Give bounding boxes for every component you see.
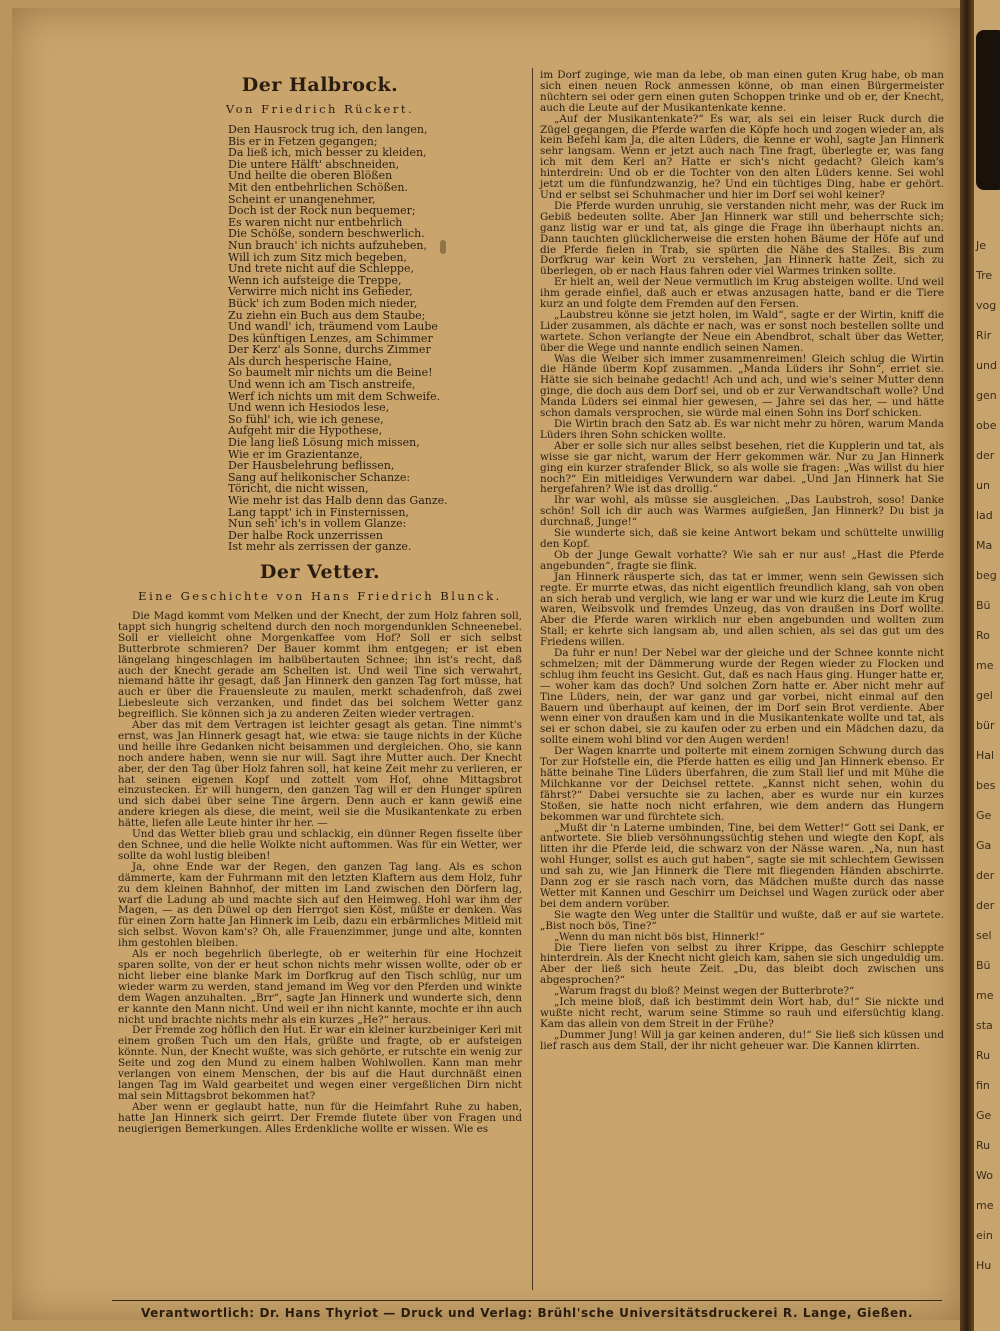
adjacent-page-fragment: fin xyxy=(976,1079,990,1092)
poem-line: Und heilte die oberen Blößen xyxy=(228,169,393,183)
poem-line: Nun seh' ich's in vollem Glanze: xyxy=(228,517,407,531)
adjacent-page-fragment: me xyxy=(976,659,994,672)
poem-line: Den Hausrock trug ich, den langen, xyxy=(228,123,428,136)
poem-line: Mit den entbehrlichen Schößen. xyxy=(228,180,408,194)
poem-line: Der Kerz' als Sonne, durchs Zimmer xyxy=(228,343,431,357)
poem-line: Sang auf helikonischer Schanze: xyxy=(228,470,411,484)
adjacent-page-fragment: me xyxy=(976,1199,994,1212)
adjacent-page-fragment: ein xyxy=(976,1229,993,1242)
story-paragraph: Er hielt an, weil der Neue vermutlich im Krug absteigen wollte. Und weil ihm gerade einfiel, daß auch er etwas anzusagen hatte, band er die Tiere kurz an und folgte dem Fremden auf den Fersen. xyxy=(540,276,944,311)
poem-line: Und wenn ich Hesiodos lese, xyxy=(228,401,390,415)
story-paragraph: „Wenn du man nicht bös bist, Hinnerk!“ xyxy=(554,930,765,943)
poem-line: Die lang ließ Lösung mich missen, xyxy=(228,436,420,450)
left-column xyxy=(118,70,522,1134)
poem-title: Der Halbrock. xyxy=(241,74,399,96)
adjacent-page-fragment: lad xyxy=(976,509,993,522)
story-title: Der Vetter. xyxy=(259,560,381,583)
story-paragraph: Sie wagte den Weg unter die Stalltür und wußte, daß er auf sie wartete. „Bist noch bös, Tine?“ xyxy=(540,908,944,932)
story-paragraph: Aber er solle sich nur alles selbst besehen, riet die Kupplerin und tat, als wisse sie gar nicht, warum der Herr gekommen wär. Nur zu Jan Hinnerk ging ein kurzer strafender Blick, so als wolle sie fragen: „Was willst du hier noch?“ Ein mitleidiges Verwundern war dabei. „Und Jan Hinnerk hat Sie hergefahren? Wie ist das drollig.“ xyxy=(540,439,944,496)
story-paragraph: Die Tiere liefen von selbst zu ihrer Krippe, das Geschirr schleppte hinterdrein. Als der Knecht nicht gleich kam, sahen sie sich ungeduldig um. Aber der ließ sich heute Zeit. „Du, das bleibt doch zwischen uns abgesprochen?“ xyxy=(540,941,944,987)
story-paragraph: Der Fremde zog höflich den Hut. Er war ein kleiner kurzbeiniger Kerl mit einem großen Tuch um den Hals, grüßte und fragte, ob er aufsteigen könnte. Nun, der Knecht wußte, was sich gehörte, er rutschte ein wenig zur Seite und zog den Mund zu einem halben Wohlwollen. Kann man mehr verlangen von einem Menschen, der bis auf die Haut durchnäßt einen langen Tag im Wald gearbeitet und wegen einer vergeßlichen Dirn nicht mal sein Mittagsbrot bekommen hat? xyxy=(118,1024,522,1102)
poem-line: Als durch hesperische Haine, xyxy=(228,354,392,368)
poem-line: Bis er in Fetzen gegangen; xyxy=(228,134,378,148)
right-column xyxy=(540,70,944,1052)
adjacent-page-fragment: bür xyxy=(976,719,995,732)
adjacent-page-fragment: sel xyxy=(976,929,992,942)
adjacent-page-fragment: un xyxy=(976,479,990,492)
adjacent-page-fragment: me xyxy=(976,989,994,1002)
story-paragraph: „Auf der Musikantenkate?“ Es war, als sei ein leiser Ruck durch die Zügel gegangen, die Pferde warfen die Köpfe hoch und zogen wieder an, als kein Befehl kam Ja, die alten Lüders, die kenne er wohl, sagte Jan Hinnerk sehr langsam. Wenn er jetzt auch nach Tine fragt, überlegte er, was fang ich mit dem Kerl an? Hatte er sich's nicht gedacht? Gleich kam's hinterdrein: Und ob er die Tochter von den alten Lüders kenne. Sei wohl jetzt um die fünfundzwanzig, he? Und ein tüchtiges Ding, habe er gehört. Und er selbst sei Schuhmacher und hier im Dorf sei wohl keiner? xyxy=(540,112,944,201)
poem-line: Die Schöße, sondern beschwerlich. xyxy=(228,227,425,241)
poem-line: Die untere Hälft' abschneiden, xyxy=(228,157,400,171)
adjacent-page-fragment: der xyxy=(976,449,995,462)
adjacent-page-fragment: Rir xyxy=(976,329,992,342)
story-paragraph: „Ich meine bloß, daß ich bestimmt dein Wort hab, du!“ Sie nickte und wußte nicht recht, warum seine Stimme so rauh und eifersüchtig klang. Kam das allein von dem Streit in der Frühe? xyxy=(540,996,944,1030)
poem-line: Da ließ ich, mich besser zu kleiden, xyxy=(228,146,427,160)
poem-line: Und wandl' ich, träumend vom Laube xyxy=(228,320,438,334)
poem-line: Und wenn ich am Tisch anstreife, xyxy=(228,378,416,392)
story-paragraph: Da fuhr er nun! Der Nebel war der gleiche und der Schnee konnte nicht schmelzen; mit der Dämmerung wurde der Regen wieder zu Flocken und schlug ihm feucht ins Gesicht. Gut, daß es nach Haus ging. Hunger hatte er, — woher kam das doch? Und solchen Zorn hatte er. Aber nicht mehr auf Tine Lüders, nein, der war ganz und gar vorbei, nicht einmal auf den Bauern und überhaupt auf keinen, der im Dorf sein Brot verdiente. Aber wenn einer von draußen kam und in die Musikantenkate wollte und tat, als sei er schon dabei, sie zu kaufen oder zu erben und ein Mädchen dazu, da sollte einem wohl blind vor den Augen werden! xyxy=(540,647,944,747)
adjacent-page-fragment: Wo xyxy=(976,1169,993,1182)
story-paragraph: Ihr war wohl, als müsse sie ausgleichen. „Das Laubstroh, soso! Danke schön! Soll ich dir auch was Warmes aufgießen, Jan Hinnerk? Du bist ja durchnaß, Junge!“ xyxy=(540,494,944,529)
adjacent-page-fragment: Ma xyxy=(976,539,993,552)
poem-line: Scheint er unangenehmer, xyxy=(228,192,376,206)
adjacent-page-fragment: Hal xyxy=(976,749,995,762)
adjacent-page-fragment: Bü xyxy=(976,599,991,612)
poem-line: Verwirre mich nicht ins Gefieder, xyxy=(228,285,413,299)
adjacent-page-fragment: der xyxy=(976,899,995,912)
adjacent-page-fragment: und xyxy=(976,359,997,372)
poem-line: Aufgeht mir die Hypothese, xyxy=(228,424,383,438)
story-paragraph: Die Wirtin brach den Satz ab. Es war nicht mehr zu hören, warum Manda Lüders ihren Sohn schicken wollte. xyxy=(540,418,944,441)
poem-line: Töricht, die nicht wissen, xyxy=(228,482,369,496)
adjacent-page-fragment: sta xyxy=(976,1019,993,1032)
adjacent-page-fragment: Ga xyxy=(976,839,992,852)
poem-line: So fühl' ich, wie ich genese, xyxy=(228,412,384,426)
adjacent-page-fragment: Ro xyxy=(976,629,990,642)
story-left-text xyxy=(118,611,522,1135)
adjacent-page-fragment: Ru xyxy=(976,1139,991,1152)
story-paragraph: Die Magd kommt vom Melken und der Knecht, der zum Holz fahren soll, tappt sich hungrig scheltend durch den noch morgendunklen Schneenebel. Soll er vielleicht ohne Morgenkaffee vom Hof? Soll er sich selbst Butterbrote schmieren? Der Bauer kommt ihm entgegen; er ist eben längelang hingeschlagen im halbübertauten Schnee; ihn ist's recht, daß auch der Knecht gerade am Schelten ist. Und weil Tine sich verwahrt, niemand hätte ihr gesagt, daß Jan Hinnerk den ganzen Tag fort müsse, hat auch er über die Frauensleute zu maulen, merkt schadenfroh, daß zwei Liebesleute sich verzanken, und findet das bei solchem Wetter ganz begreiflich. Sie können sich ja zu anderen Zeiten wieder vertragen. xyxy=(118,609,522,721)
story-paragraph: Die Pferde wurden unruhig, sie verstanden nicht mehr, was der Ruck im Gebiß bedeuten sollte. Aber Jan Hinnerk war still und beherrschte sich; ganz listig war er und tat, als ginge die Frage ihn überhaupt nichts an. Dann tauchten glücklicherweise die ersten hohen Bäume der Höfe auf und die Pferde fielen in Trab, sie spürten die Nähe des Stalles. Bis zum Dorfkrug war kein Wort zu verstehen, Jan Hinnerk hatte Zeit, sich zu überlegen, ob er nach Haus fahren oder viel Warmes trinken sollte. xyxy=(540,199,944,278)
poem-line: So baumelt mir nichts um die Beine! xyxy=(228,366,433,380)
story-paragraph: Aber wenn er geglaubt hatte, nun für die Heimfahrt Ruhe zu haben, hatte Jan Hinnerk sich geirrt. Der Fremde flutete über von Fragen und neugierigen Bemerkungen. Alles Erdenkliche wollte er wissen. Wie es xyxy=(118,1100,522,1135)
adjacent-page-fragment: Je xyxy=(976,239,987,252)
story-paragraph: „Dummer Jung! Will ja gar keinen anderen, du!“ Sie ließ sich küssen und lief rasch aus dem Stall, der ihr nicht geheuer war. Die Kannen klirrten. xyxy=(540,1028,944,1052)
poem-line: Bück' ich zum Boden mich nieder, xyxy=(228,296,418,310)
story-paragraph: „Laubstreu könne sie jetzt holen, im Wald“, sagte er der Wirtin, kniff die Lider zusammen, als dächte er nach, was er sonst noch bestellen sollte und wartete. Schon verlangte der Neue ein Abendbrot, schalt über das Wetter, über die Wege und nannte endlich seinen Namen. xyxy=(540,308,944,354)
adjacent-page-fragment: bes xyxy=(976,779,996,792)
poem-byline: Von Friedrich Rückert. xyxy=(225,102,415,116)
adjacent-page-fragment: gel xyxy=(976,689,993,702)
adjacent-page-fragment: beg xyxy=(976,569,997,582)
footer-rule xyxy=(112,1300,942,1301)
adjacent-page-edge xyxy=(974,0,1000,1331)
story-paragraph: Was die Weiber sich immer zusammenreimen! Gleich schlug die Wirtin die Hände überm Kopf zusammen. „Manda Lüders ihr Sohn“, erriet sie. Hätte sie sich beinahe gedacht! Ach und ach, und wie's seiner Mutter denn ginge, die doch aus dem Dorf sei, und ob er zur Verwandtschaft wolle? Und Manda Lüders sei einmal hier gewesen, — Jahre sei das her, — und hätte schon damals versprochen, sie würde mal einen Sohn ins Dorf schicken. xyxy=(540,352,944,420)
adjacent-page-fragment: Tre xyxy=(976,269,993,282)
story-paragraph: „Warum fragst du bloß? Meinst wegen der Butterbrote?“ xyxy=(554,985,855,998)
poem-line: Der Hausbelehrung beflissen, xyxy=(228,459,395,473)
poem-line: Werf ich nichts um mit dem Schweife. xyxy=(228,389,441,403)
poem-line: Und trete nicht auf die Schleppe, xyxy=(228,262,414,276)
column-divider xyxy=(532,68,533,1290)
poem-line: Doch ist der Rock nun bequemer; xyxy=(228,204,416,218)
adjacent-page-fragment: Ge xyxy=(976,1109,992,1122)
adjacent-page-fragment: vog xyxy=(976,299,997,312)
poem-line: Ist mehr als zerrissen der ganze. xyxy=(228,540,412,554)
story-paragraph: Aber das mit dem Vertragen ist leichter gesagt als getan. Tine nimmt's ernst, was Jan Hinnerk gesagt hat, wie etwa: sie tauge nichts in der Küche und heille ihre Gedanken nicht beisammen und dergleichen. Oho, sie kann noch andere haben, wenn sie nur will. Sagt ihre Mutter auch. Der Knecht aber, der den Tag über Holz fahren soll, hat keine Zeit mehr zu verlieren, er hat seinen eigenen Kopf und zottelt vom Hof, ohne Mittagsbrot einzustecken. Er will hungern, den ganzen Tag will er den Hunger spüren und sich dabei über seine Tine ärgern. Denn auch er kann gewiß eine andere kriegen als diese, die meint, weil sie die Musikantenkate zu erben hätte, liefen alle Leute hinter ihr her. — xyxy=(118,719,522,830)
poem-line: Will ich zum Sitz mich begeben, xyxy=(228,250,407,264)
story-paragraph: „Mußt dir 'n Laterne umbinden, Tine, bei dem Wetter!“ Gott sei Dank, er antwortete. Sie blieb versöhnungssüchtig stehen und wiegte den Kopf, als litten ihr die Pferde leid, die schwarz von der Nässe waren. „Na, nun hast wohl Hunger, sollst es auch gut haben“, sagte sie mit schlechtem Gewissen und sah zu, wie Jan Hinnerk die Tiere mit fliegenden Händen abschirrte. Dann zog er sie rasch nach vorn, das Mädchen mußte durch das nasse Wetter mit Kannen und Geschirr um Deichsel und Wagen zurück oder aber bei dem andern vorüber. xyxy=(540,821,944,910)
imprint-footer: Verantwortlich: Dr. Hans Thyriot — Druck und Verlag: Brühl'sche Universitätsdruckerei R. Lange, Gießen. xyxy=(140,1306,914,1320)
story-paragraph: Ja, ohne Ende war der Regen, den ganzen Tag lang. Als es schon dämmerte, kam der Fuhrmann mit den letzten Klaftern aus dem Holz, fuhr zu dem kleinen Bahnhof, der mitten im Land zwischen den Dörfern lag, warf die Ladung ab und machte sich auf den Heimweg. Hohl war ihm der Magen, — as den Düwel op den Herrgot sien Köst, müßte er denken. Was für einen Zorn hatte Jan Hinnerk im Leib, dazu ein erbärmliches Mitleid mit sich selbst. Wovon kam's? Oh, alle Frauenzimmer, junge und alte, konnten ihm gestohlen bleiben. xyxy=(118,860,522,950)
story-byline: Eine Geschichte von Hans Friedrich Blunck. xyxy=(138,588,502,603)
adjacent-page-fragment: gen xyxy=(976,389,997,402)
story-paragraph: Ob der Junge Gewalt vorhatte? Wie sah er nur aus! „Hast die Pferde angebunden“, fragte sie flink. xyxy=(540,548,944,572)
adjacent-page-dark-mark xyxy=(976,30,1000,190)
adjacent-page-fragment: der xyxy=(976,869,995,882)
adjacent-page-fragment: obe xyxy=(976,419,997,432)
story-paragraph: Jan Hinnerk räusperte sich, das tat er immer, wenn sein Gewissen sich regte. Er murrte etwas, das nicht eigentlich freundlich klang, sah von oben an sich herab und verglich, wie lang er war und wie kurz die Leute im Krug waren, Weibsvolk und fremdes Unzeug, das von draußen ins Dorf wollte. Aber die Pferde waren wirklich nur eben angebunden und wollten zum Stall; er kehrte sich langsam ab, und allen schien, als sei das gut um des Friedens willen. xyxy=(540,570,944,649)
book-spine xyxy=(960,0,974,1331)
story-paragraph: Als er noch begehrlich überlegte, ob er weiterhin für eine Hochzeit sparen sollte, von der er heut schon nichts mehr wissen wollte, oder ob er nicht lieber eine blanke Mark im Dorfkrug auf den Tisch schlüg, nur um wieder warm zu werden, stand jemand im Weg vor den Pferden und winkte dem Wagen anzuhalten. „Brr“, sagte Jan Hinnerk und wunderte sich, denn er kannte den Mann nicht. Und weil er ihn nicht kannte, mochte er ihn auch nicht und brachte nichts mehr als ein kurzes „He?“ heraus. xyxy=(118,948,522,1026)
poem-line: Zu ziehn ein Buch aus dem Staube; xyxy=(228,308,426,322)
adjacent-page-fragment: Ge xyxy=(976,809,992,822)
adjacent-page-fragment: Ru xyxy=(976,1049,991,1062)
story-paragraph: Der Wagen knarrte und polterte mit einem zornigen Schwung durch das Tor zur Hofstelle ein, die Pferde hatten es eilig und Jan Hinnerk ebenso. Er hätte beinahe Tine Lüders überfahren, die zum Stall lief und mit Mühe die Milchkanne vor der Deichsel rettete. „Kannst nicht sehen, wohin du fährst?“ Dabei versuchte sie zu lachen, aber es wurde nur ein kurzes Stoßen, sie hatte noch nicht erfahren, wie dem andern das Hungern bekommen war und fürchtete sich. xyxy=(540,745,944,823)
poem-line: Es waren nicht nur entbehrlich xyxy=(228,215,403,229)
poem-line: Nun brauch' ich nichts aufzuheben, xyxy=(228,238,427,252)
poem-body xyxy=(228,124,522,553)
poem-line: Wie mehr ist das Halb denn das Ganze. xyxy=(228,494,448,507)
poem-line: Wenn ich aufsteige die Treppe, xyxy=(228,273,402,287)
adjacent-page-fragment: Bü xyxy=(976,959,991,972)
poem-line: Des künftigen Lenzes, am Schimmer xyxy=(228,331,433,345)
poem-line: Lang tappt' ich in Finsternissen, xyxy=(228,505,409,519)
story-paragraph: Sie wunderte sich, daß sie keine Antwort bekam und schüttelte unwillig den Kopf. xyxy=(540,527,944,550)
adjacent-page-fragment: Hu xyxy=(976,1259,992,1272)
story-paragraph: Und das Wetter blieb grau und schlackig, ein dünner Regen fisselte über den Schnee, und die helle Wolkte nicht auftommen. Was für ein Wetter, wer sollte da wohl lustig bleiben! xyxy=(118,828,522,862)
story-paragraph: im Dorf zuginge, wie man da lebe, ob man einen guten Krug habe, ob man sich einen neuen Rock anmessen könne, ob man einen Bürgermeister nüchtern sei oder gern einen guten Schoppen trinke und ob er, der Knecht, auch die Leute auf der Musikantenkate kenne. xyxy=(540,69,944,114)
poem-line: Der halbe Rock unzerrissen xyxy=(228,528,383,542)
poem-line: Wie er im Grazientanze, xyxy=(228,447,363,461)
